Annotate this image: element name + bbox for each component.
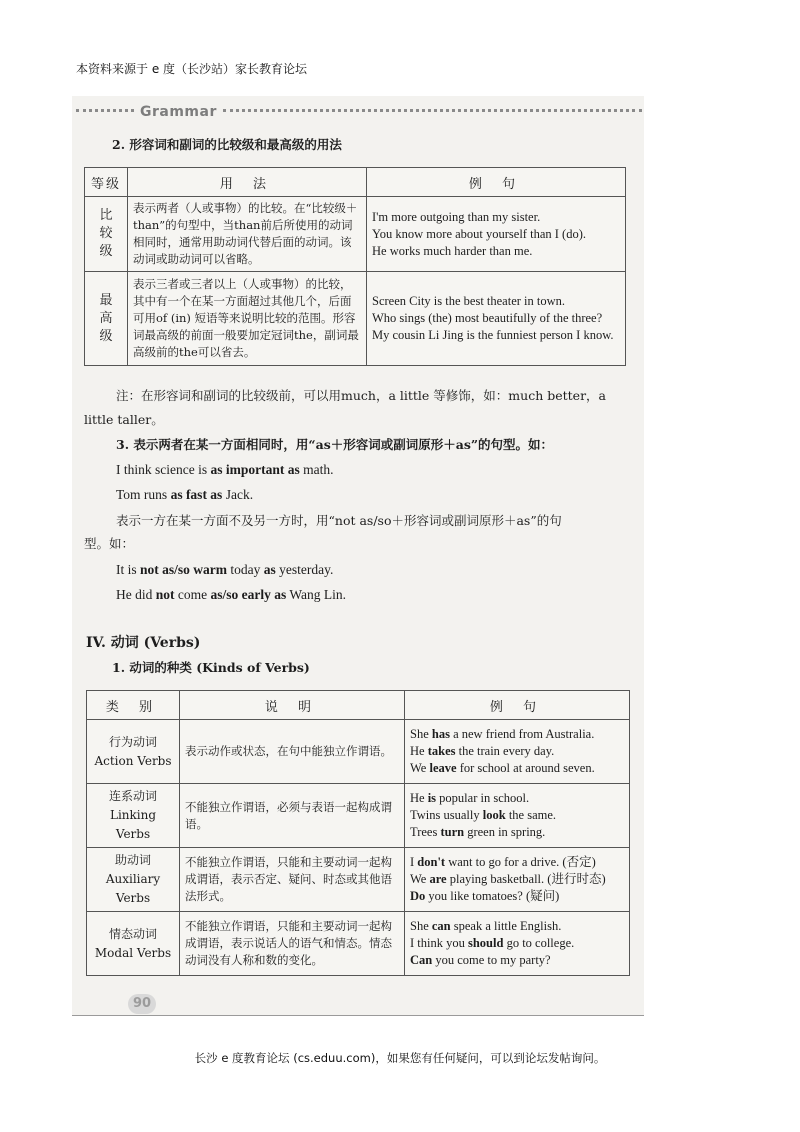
category-cell: 助动词 Auxiliary Verbs xyxy=(87,848,180,912)
example-line: She has a new friend from Australia. xyxy=(410,727,595,741)
example-line: I don't want to go for a drive. (否定) xyxy=(410,855,596,869)
col-header-example: 例 句 xyxy=(367,168,626,197)
example-cell xyxy=(405,912,630,976)
example-line: My cousin Li Jing is the funniest person I know. xyxy=(372,328,614,342)
table-row xyxy=(85,197,626,272)
page-number: 90 xyxy=(128,994,156,1014)
note-line: little taller。 xyxy=(84,412,164,427)
verbs-subtitle: 1. 动词的种类 (Kinds of Verbs) xyxy=(112,660,310,675)
description-line: 表示一方在某一方面不及另一方时，用“not as/so＋形容词或副词原形＋as”的句 xyxy=(116,513,562,528)
description-cell: 表示动作或状态，在句中能独立作谓语。 xyxy=(180,720,405,784)
col-header-example: 例 句 xyxy=(405,691,630,720)
description-cell: 不能独立作谓语，只能和主要动词一起构成谓语，表示否定、疑问、时态或其他语法形式。 xyxy=(180,848,405,912)
example-line: I think you should go to college. xyxy=(410,936,575,950)
section-bar xyxy=(76,104,642,120)
example-sentence: He did not come as/so early as Wang Lin. xyxy=(116,587,347,602)
verbs-title: IV. 动词 (Verbs) xyxy=(86,635,201,651)
description-line: 型。如： xyxy=(84,536,135,551)
example-sentence: Tom runs as fast as Jack. xyxy=(116,487,254,502)
table-row xyxy=(87,848,630,912)
description-cell: 不能独立作谓语，必须与表语一起构成谓语。 xyxy=(180,784,405,848)
level-cell: 比较级 xyxy=(85,197,128,272)
category-cell: 连系动词 Linking Verbs xyxy=(87,784,180,848)
comparison-table xyxy=(84,167,626,366)
verbs-table xyxy=(86,690,630,976)
example-sentence: It is not as/so warm today as yesterday. xyxy=(116,562,334,577)
category-cell: 情态动词 Modal Verbs xyxy=(87,912,180,976)
example-line: He is popular in school. xyxy=(410,791,530,805)
example-line: Do you like tomatoes? (疑问) xyxy=(410,889,560,903)
footer-note: 长沙 e 度教育论坛 (cs.eduu.com)，如果您有任何疑问，可以到论坛发帖询问。 xyxy=(194,1051,606,1065)
example-line: I'm more outgoing than my sister. xyxy=(372,209,541,224)
example-cell xyxy=(367,272,626,366)
usage-cell: 表示三者或三者以上（人或事物）的比较，其中有一个在某一方面超过其他几个，后面可用of (in) 短语等来说明比较的范围。形容词最高级的前面一般要加定冠词the，副词最高级前的the可以省去。 xyxy=(128,272,367,366)
table-row xyxy=(87,720,630,784)
table-row xyxy=(85,272,626,366)
usage-cell: 表示两者（人或事物）的比较。在“比较级＋than”的句型中，当than前后所使用的动词相同时，通常用助动词代替后面的动词。该动词或助动词可以省略。 xyxy=(128,197,367,272)
example-cell xyxy=(367,197,626,272)
example-cell xyxy=(405,848,630,912)
page-bottom-rule xyxy=(72,1015,644,1016)
example-line: She can speak a little English. xyxy=(410,919,562,933)
col-header-description: 说 明 xyxy=(180,691,405,720)
example-line: Screen City is the best theater in town. xyxy=(372,294,566,308)
example-line: Trees turn green in spring. xyxy=(410,825,546,839)
example-cell xyxy=(405,720,630,784)
level-cell: 最高级 xyxy=(85,272,128,366)
example-line: We are playing basketball. (进行时态) xyxy=(410,872,606,886)
col-header-level: 等级 xyxy=(85,168,128,197)
example-line: He works much harder than me. xyxy=(372,243,533,258)
example-line: Twins usually look the same. xyxy=(410,808,557,822)
source-note: 本资料来源于 e 度（长沙站）家长教育论坛 xyxy=(76,62,308,76)
example-line: Who sings (the) most beautifully of the three? xyxy=(372,311,603,325)
example-line: We leave for school at around seven. xyxy=(410,761,595,775)
col-header-category: 类 别 xyxy=(87,691,180,720)
comparison-heading: 2. 形容词和副词的比较级和最高级的用法 xyxy=(112,137,342,152)
point3-heading: 3. 表示两者在某一方面相同时，用“as＋形容词或副词原形＋as”的句型。如： xyxy=(116,437,554,452)
category-cell: 行为动词 Action Verbs xyxy=(87,720,180,784)
example-sentence: I think science is as important as math. xyxy=(116,462,334,477)
example-line: He takes the train every day. xyxy=(410,744,555,758)
example-cell xyxy=(405,784,630,848)
example-line: Can you come to my party? xyxy=(410,953,551,967)
table-row xyxy=(87,912,630,976)
section-title: Grammar xyxy=(140,104,217,120)
note-line: 注：在形容词和副词的比较级前，可以用much，a little 等修饰，如：much better，a xyxy=(116,388,606,403)
col-header-usage: 用 法 xyxy=(128,168,367,197)
dotted-rule-right xyxy=(223,109,642,116)
description-cell: 不能独立作谓语，只能和主要动词一起构成谓语，表示说话人的语气和情态。情态动词没有人称和数的变化。 xyxy=(180,912,405,976)
dotted-rule-left xyxy=(76,109,134,116)
example-line: You know more about yourself than I (do). xyxy=(372,226,586,241)
table-row xyxy=(87,784,630,848)
